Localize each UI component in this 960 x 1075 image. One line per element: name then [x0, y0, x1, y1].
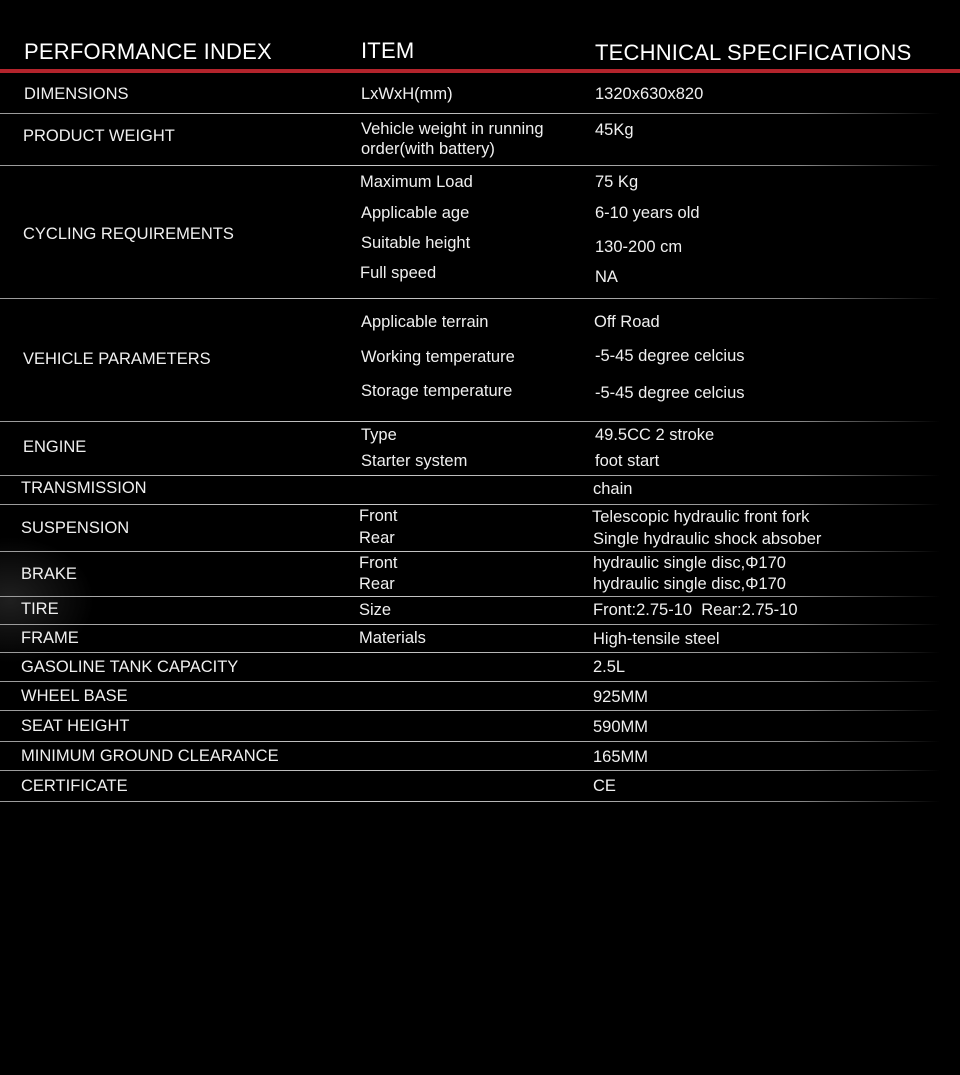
category-label: CYCLING REQUIREMENTS [23, 225, 234, 243]
spec-value: 49.5CC 2 stroke [595, 426, 715, 444]
item-label: Applicable age [361, 204, 470, 222]
spec-value: hydraulic single disc,Φ170 [593, 575, 786, 593]
spec-table-header [0, 36, 960, 72]
spec-value: CE [593, 777, 616, 795]
category-label: SEAT HEIGHT [21, 717, 130, 735]
spec-value: 590MM [593, 718, 649, 736]
spec-value: Telescopic hydraulic front fork [592, 508, 810, 526]
item-label: Front [359, 507, 398, 525]
spec-value: 6-10 years old [595, 204, 700, 222]
spec-value: 45Kg [595, 121, 634, 139]
item-label: Front [359, 554, 398, 572]
item-label: Maximum Load [360, 173, 473, 191]
spec-row-gasoline-tank-capacity [0, 653, 960, 682]
spec-value: chain [593, 480, 633, 498]
category-label: ENGINE [23, 438, 87, 456]
spec-value: Off Road [594, 313, 660, 331]
spec-row-dimensions [0, 73, 960, 114]
spec-row-tire [0, 597, 960, 625]
spec-row-product-weight [0, 114, 960, 166]
item-label: Applicable terrain [361, 313, 489, 331]
item-label: Vehicle weight in running order(with battery) [361, 120, 544, 158]
spec-value: -5-45 degree celcius [595, 347, 745, 365]
spec-row-minimum-ground-clearance [0, 742, 960, 771]
spec-value: 2.5L [593, 658, 626, 676]
spec-value: 165MM [593, 748, 649, 766]
header-performance-index: PERFORMANCE INDEX [24, 39, 272, 64]
spec-value: hydraulic single disc,Φ170 [593, 554, 786, 572]
item-label: LxWxH(mm) [361, 85, 453, 103]
spec-row-transmission [0, 476, 960, 505]
item-label: Full speed [360, 264, 437, 282]
category-label: PRODUCT WEIGHT [23, 127, 175, 145]
item-label: Rear [359, 575, 395, 593]
spec-value: NA [595, 268, 618, 286]
spec-row-frame [0, 625, 960, 653]
item-label: Starter system [361, 452, 468, 470]
header-technical-specifications: TECHNICAL SPECIFICATIONS [595, 40, 912, 65]
item-label: Rear [359, 529, 395, 547]
spec-value: High-tensile steel [593, 630, 720, 648]
spec-row-cycling-requirements [0, 166, 960, 299]
spec-row-engine [0, 422, 960, 476]
spec-row-seat-height [0, 711, 960, 742]
category-label: CERTIFICATE [21, 777, 128, 795]
spec-value: foot start [595, 452, 660, 470]
category-label: FRAME [21, 629, 79, 647]
item-label: Type [361, 426, 397, 444]
spec-value: -5-45 degree celcius [595, 384, 745, 402]
spec-value: 925MM [593, 688, 649, 706]
category-label: VEHICLE PARAMETERS [23, 350, 211, 368]
item-label: Working temperature [361, 348, 515, 366]
category-label: DIMENSIONS [24, 85, 129, 103]
category-label: BRAKE [21, 565, 77, 583]
header-item: ITEM [361, 38, 415, 63]
spec-value: 1320x630x820 [595, 85, 704, 103]
category-label: WHEEL BASE [21, 687, 128, 705]
category-label: SUSPENSION [21, 519, 130, 537]
spec-row-certificate [0, 771, 960, 802]
item-label: Storage temperature [361, 382, 513, 400]
spec-value: 130-200 cm [595, 238, 683, 256]
spec-row-vehicle-parameters [0, 299, 960, 422]
spec-value: Single hydraulic shock absober [593, 530, 822, 548]
spec-row-brake [0, 552, 960, 597]
spec-row-suspension [0, 505, 960, 552]
category-label: TIRE [21, 600, 59, 618]
category-label: GASOLINE TANK CAPACITY [21, 658, 239, 676]
spec-value: Front:2.75-10 Rear:2.75-10 [593, 601, 798, 619]
category-label: MINIMUM GROUND CLEARANCE [21, 747, 279, 765]
item-label: Materials [359, 629, 426, 647]
spec-value: 75 Kg [595, 173, 639, 191]
item-label: Size [359, 601, 392, 619]
spec-row-wheel-base [0, 682, 960, 711]
item-label: Suitable height [361, 234, 471, 252]
category-label: TRANSMISSION [21, 479, 147, 497]
row-divider [0, 801, 940, 802]
